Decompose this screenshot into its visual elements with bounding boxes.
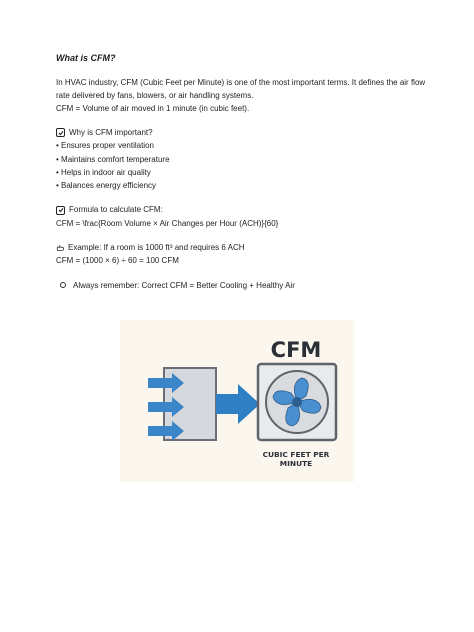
airflow-arrows	[148, 373, 184, 441]
big-arrow-icon	[216, 384, 260, 424]
formula-title-line	[56, 203, 426, 216]
formula-section	[56, 203, 426, 230]
formula-expression: CFM = \frac{Room Volume × Air Changes per Hour (ACH)}{60}	[56, 218, 279, 228]
list-item: • Ensures proper ventilation	[56, 141, 154, 151]
example-calc: CFM = (1000 × 6) ÷ 60 = 100 CFM	[56, 256, 179, 266]
reminder-line	[56, 279, 426, 292]
importance-title-line	[56, 126, 426, 139]
cfm-illustration	[120, 320, 354, 482]
checkbox-icon	[56, 206, 65, 215]
example-text: Example: If a room is 1000 ft³ and requires 6 ACH	[68, 243, 245, 253]
page-title: What is CFM?	[56, 53, 116, 63]
example-line	[56, 241, 426, 254]
circle-bullet-icon	[60, 282, 66, 288]
importance-title: Why is CFM important?	[69, 128, 153, 137]
figure-title: CFM	[270, 338, 322, 362]
figure-caption: CUBIC FEET PER MINUTE	[262, 450, 330, 468]
checkbox-icon	[56, 128, 65, 137]
reminder-section	[56, 279, 426, 292]
formula-title: Formula to calculate CFM:	[69, 205, 163, 215]
importance-section	[56, 126, 426, 192]
example-section	[56, 241, 426, 268]
list-item: • Helps in indoor air quality	[56, 167, 151, 177]
fan-hub	[292, 397, 302, 407]
definition-text: CFM = Volume of air moved in 1 minute (in cubic feet).	[56, 104, 250, 113]
intro-paragraph: In HVAC industry, CFM (Cubic Feet per Minute) is one of the most important terms. It defines the air flow rate delivered by fans, blowers, or air handling systems.	[56, 78, 426, 100]
list-item: • Maintains comfort temperature	[56, 154, 170, 164]
pointing-hand-icon	[56, 243, 65, 252]
list-item: • Balances energy efficiency	[56, 181, 157, 191]
reminder-text: Always remember: Correct CFM = Better Cooling + Healthy Air	[73, 280, 295, 290]
document-body	[56, 52, 426, 292]
